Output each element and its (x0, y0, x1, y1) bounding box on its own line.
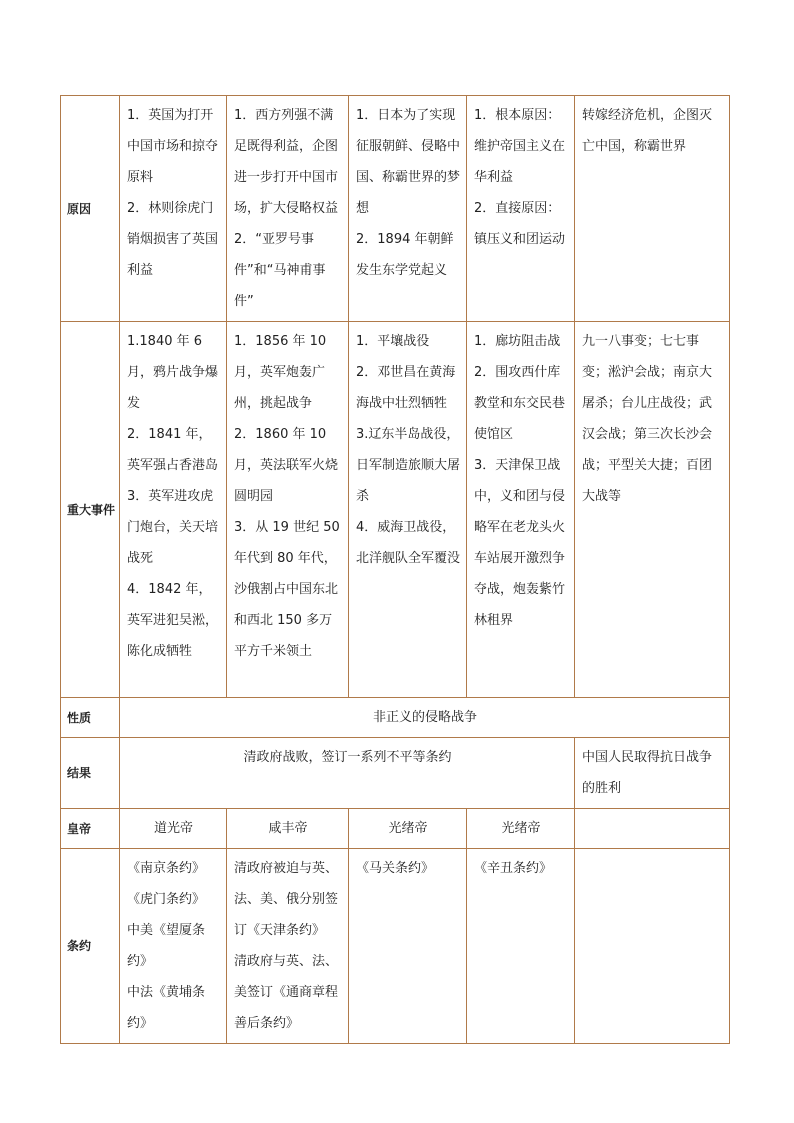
cause-anti-japanese-war: 转嫁经济危机，企图灭亡中国，称霸世界 (575, 96, 730, 322)
emperor-guangxu-2: 光绪帝 (467, 809, 575, 849)
row-label-nature: 性质 (61, 698, 120, 738)
row-label-causes: 原因 (61, 96, 120, 322)
row-result (61, 738, 730, 809)
emperor-empty (575, 809, 730, 849)
row-label-emperor: 皇帝 (61, 809, 120, 849)
emperor-daoguang: 道光帝 (120, 809, 227, 849)
treaties-second-opium-war: 清政府被迫与英、法、美、俄分别签订《天津条约》 清政府与英、法、美签订《通商章程善后条约》 (227, 849, 349, 1044)
treaties-opium-war: 《南京条约》 《虎门条约》 中美《望厦条约》 中法《黄埔条约》 (120, 849, 227, 1044)
row-nature (61, 698, 730, 738)
treaties-empty (575, 849, 730, 1044)
row-label-treaties: 条约 (61, 849, 120, 1044)
events-anti-japanese-war: 九一八事变；七七事变；淞沪会战；南京大屠杀；台儿庄战役；武汉会战；第三次长沙会战；平型关大捷；百团大战等 (575, 322, 730, 698)
result-anti-japanese: 中国人民取得抗日战争的胜利 (575, 738, 730, 809)
events-second-opium-war: 1．1856 年 10 月，英军炮轰广州，挑起战争 2．1860 年 10 月，英法联军火烧圆明园 3．从 19 世纪 50 年代到 80 年代，沙俄割占中国东北和西北 150 多万平方千米领土 (227, 322, 349, 698)
events-sino-japanese-war: 1．平壤战役 2．邓世昌在黄海海战中壮烈牺牲 3.辽东半岛战役，日军制造旅顺大屠杀 4．威海卫战役，北洋舰队全军覆没 (349, 322, 467, 698)
treaties-sino-japanese-war: 《马关条约》 (349, 849, 467, 1044)
cause-eight-nation-alliance: 1．根本原因：维护帝国主义在华利益 2．直接原因：镇压义和团运动 (467, 96, 575, 322)
treaties-eight-nation-alliance: 《辛丑条约》 (467, 849, 575, 1044)
row-causes (61, 96, 730, 322)
emperor-guangxu-1: 光绪帝 (349, 809, 467, 849)
history-wars-table (60, 95, 730, 1044)
result-qing: 清政府战败，签订一系列不平等条约 (120, 738, 575, 809)
cause-opium-war: 1．英国为打开中国市场和掠夺原料 2．林则徐虎门销烟损害了英国利益 (120, 96, 227, 322)
events-opium-war: 1.1840 年 6 月，鸦片战争爆发 2．1841 年，英军强占香港岛 3．英军进攻虎门炮台，关天培战死 4．1842 年，英军进犯吴淞，陈化成牺牲 (120, 322, 227, 698)
events-eight-nation-alliance: 1．廊坊阻击战 2．围攻西什库教堂和东交民巷使馆区 3．天津保卫战中，义和团与侵略军在老龙头火车站展开激烈争夺战，炮轰紫竹林租界 (467, 322, 575, 698)
row-emperor (61, 809, 730, 849)
cause-sino-japanese-war: 1．日本为了实现征服朝鲜、侵略中国、称霸世界的梦想 2．1894 年朝鲜发生东学党起义 (349, 96, 467, 322)
nature-value: 非正义的侵略战争 (120, 698, 730, 738)
emperor-xianfeng: 咸丰帝 (227, 809, 349, 849)
row-label-events: 重大事件 (61, 322, 120, 698)
row-treaties (61, 849, 730, 1044)
row-events (61, 322, 730, 698)
cause-second-opium-war: 1．西方列强不满足既得利益，企图进一步打开中国市场，扩大侵略权益 2．“亚罗号事件”和“马神甫事件” (227, 96, 349, 322)
row-label-result: 结果 (61, 738, 120, 809)
